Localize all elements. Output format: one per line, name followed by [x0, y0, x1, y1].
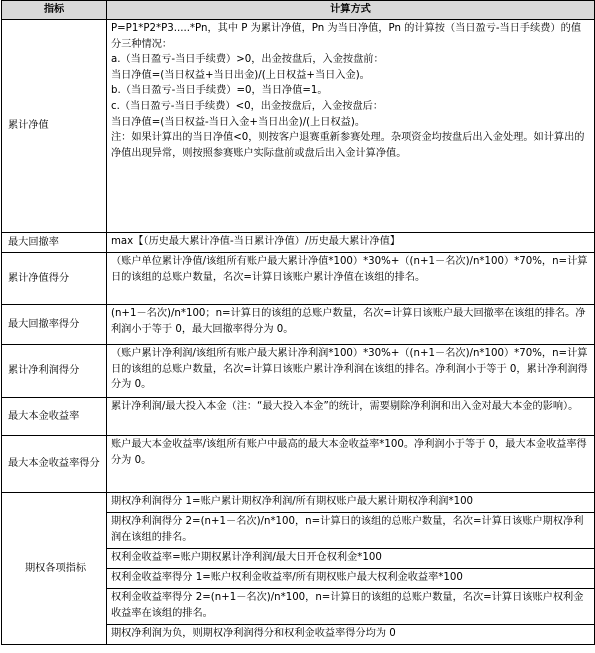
- option-formula: 期权净利润为负，则期权净利润得分和权利金收益率得分均为 0: [107, 625, 595, 645]
- table-row: [2, 398, 595, 436]
- indicator-formula: 累计净利润/最大投入本金（注：“最大投入本金”的统计，需要剔除净利润和出入金对最大本金的影响）。: [107, 398, 595, 436]
- table-row: [2, 253, 595, 305]
- option-formula: 权利金收益率=账户期权累计净利润/最大日开仓权利金*100: [107, 549, 595, 569]
- formula-line: 注：如果计算出的当日净值<0，则按客户退赛重新参赛处理。杂项资金均按盘后出入金处理。如计算出的净值出现异常，则按照参赛账户实际盘前或盘后出入金计算净值。: [111, 132, 585, 159]
- indicator-name: 累计净值得分: [2, 253, 107, 305]
- indicator-name: 最大回撤率得分: [2, 305, 107, 345]
- indicator-group-name: 期权各项指标: [2, 493, 107, 645]
- option-formula: 权利金收益率得分 2=(n+1－名次)/n*100，n=计算日的该组的总账户数量，名次=计算日该账户权利金收益率在该组的排名。: [107, 589, 595, 625]
- table-row: [2, 436, 595, 493]
- table-row: [2, 233, 595, 253]
- formula-line: 当日净值=(当日权益+当日出金)/(上日权益+当日入金)。: [111, 69, 370, 81]
- indicator-formula: 账户最大本金收益率/该组所有账户中最高的最大本金收益率*100。净利润小于等于 0，最大本金收益率得分为 0。: [107, 436, 595, 493]
- indicator-name: 累计净值: [2, 20, 107, 233]
- indicator-name: 最大本金收益率得分: [2, 436, 107, 493]
- indicator-table: [1, 0, 595, 645]
- indicator-formula: （账户单位累计净值/该组所有账户最大累计净值*100）*30%+（(n+1－名次)/n*100）*70%，n=计算日的该组的总账户数量，名次=计算日该账户累计净值在该组的排名。: [107, 253, 595, 305]
- formula-line: a.（当日盈亏-当日手续费）>0，出金按盘后，入金按盘前：: [111, 54, 384, 66]
- option-formula: 期权净利润得分 1=账户累计期权净利润/所有期权账户最大累计期权净利润*100: [107, 493, 595, 513]
- formula-line: b.（当日盈亏-当日手续费）=0，当日净值=1。: [111, 85, 328, 97]
- formula-line: c.（当日盈亏-当日手续费）<0，出金按盘后，入金按盘后：: [111, 100, 384, 112]
- indicator-name: 最大本金收益率: [2, 398, 107, 436]
- indicator-name: 最大回撤率: [2, 233, 107, 253]
- formula-line: 当日净值=(当日权益-当日入金+当日出金)/(上日权益)。: [111, 116, 366, 128]
- formula-line: P=P1*P2*P3.....*Pn，其中 P 为累计净值，Pn 为当日净值，Pn 的计算按（当日盈亏-当日手续费）的值分三种情况：: [111, 23, 582, 50]
- header-method: 计算方式: [107, 1, 595, 20]
- indicator-formula: max【（历史最大累计净值-当日累计净值）/历史最大累计净值】: [107, 233, 595, 253]
- table-row: [2, 493, 595, 513]
- table-row: [2, 20, 595, 233]
- table-header-row: [2, 1, 595, 20]
- header-indicator: 指标: [2, 1, 107, 20]
- table-row: [2, 345, 595, 398]
- option-formula: 期权净利润得分 2=(n+1－名次)/n*100，n=计算日的该组的总账户数量，名次=计算日该账户期权净利润在该组的排名。: [107, 513, 595, 549]
- indicator-formula: [107, 20, 595, 233]
- indicator-name: 累计净利润得分: [2, 345, 107, 398]
- table-row: [2, 305, 595, 345]
- indicator-formula: (n+1－名次)/n*100；n=计算日的该组的总账户数量，名次=计算日该账户最大回撤率在该组的排名。净利润小于等于 0，最大回撤率得分为 0。: [107, 305, 595, 345]
- indicator-formula: （账户累计净利润/该组所有账户最大累计净利润*100）*30%+（(n+1－名次)/n*100）*70%，n=计算日的该组的总账户数量，名次=计算日该账户累计净利润在该组的排名。净利润小于等于 0，累计净利润得分为 0。: [107, 345, 595, 398]
- option-formula: 权利金收益率得分 1=账户权利金收益率/所有期权账户最大权利金收益率*100: [107, 569, 595, 589]
